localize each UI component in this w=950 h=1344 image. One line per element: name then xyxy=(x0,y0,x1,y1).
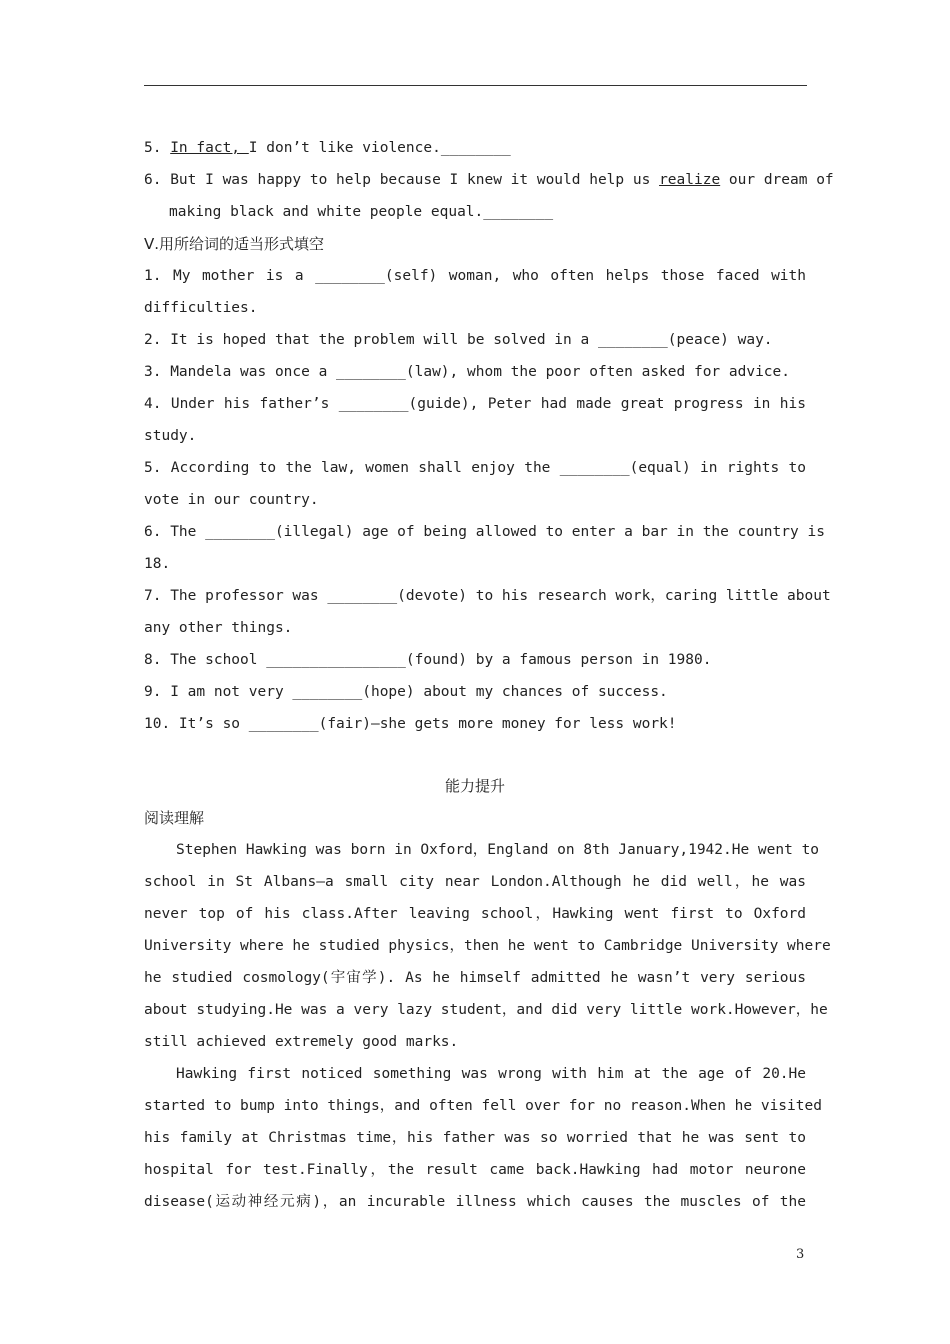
item-iv-6 xyxy=(144,164,834,196)
passage-line: he studied cosmology(宇宙学). As he himself admitted he wasn’t very serious xyxy=(144,970,806,986)
exercise-line: 8. The school ________________(found) by a famous person in 1980. xyxy=(144,652,712,668)
exercise-line: 7. The professor was ________(devote) to his research work，caring little about xyxy=(144,588,831,604)
page-number: 3 xyxy=(796,1247,805,1262)
header-rule xyxy=(144,85,807,86)
passage-line: about studying.He was a very lazy student，and did very little work.However，he xyxy=(144,1002,828,1018)
exercise-line: 9. I am not very ________(hope) about my chances of success. xyxy=(144,684,668,700)
underlined-phrase: In fact, xyxy=(170,140,249,156)
passage-line: disease(运动神经元病)，an incurable illness which causes the muscles of the xyxy=(144,1194,806,1210)
exercise-line: any other things. xyxy=(144,620,293,636)
passage-line: school in St Albans—a small city near London.Although he did well，he was xyxy=(144,874,806,890)
passage-line: Stephen Hawking was born in Oxford，England on 8th January,1942.He went to xyxy=(176,842,820,858)
exercise-line: 4. Under his father’s ________(guide), Peter had made great progress in his xyxy=(144,396,806,412)
passage-line: Hawking first noticed something was wrong with him at the age of 20.He xyxy=(176,1066,806,1082)
exercise-line: 3. Mandela was once a ________(law), whom the poor often asked for advice. xyxy=(144,364,791,380)
underlined-word: realize xyxy=(659,172,721,188)
passage-line: still achieved extremely good marks. xyxy=(144,1034,459,1050)
item-text: I don’t like violence.________ xyxy=(248,140,511,156)
passage-line: University where he studied physics，then he went to Cambridge University where xyxy=(144,938,831,954)
section-title-ability: 能力提升 xyxy=(444,777,505,795)
item-iv-6-continued: making black and white people equal.________ xyxy=(169,204,554,220)
exercise-line: 2. It is hoped that the problem will be solved in a ________(peace) way. xyxy=(144,332,773,348)
passage-line: never top of his class.After leaving school，Hawking went first to Oxford xyxy=(144,906,806,922)
passage-line: hospital for test.Finally，the result came back.Hawking had motor neurone xyxy=(144,1162,806,1178)
page-content xyxy=(144,132,834,1218)
exercise-line: difficulties. xyxy=(144,300,258,316)
item-number: 5. xyxy=(144,140,171,156)
item-text: our dream of xyxy=(720,172,834,188)
exercise-line: 1. My mother is a ________(self) woman, who often helps those faced with xyxy=(144,268,806,284)
exercise-line: 6. The ________(illegal) age of being allowed to enter a bar in the country is xyxy=(144,524,825,540)
exercise-line: 18. xyxy=(144,556,171,572)
section-v-title: Ⅴ.用所给词的适当形式填空 xyxy=(144,235,325,253)
exercise-line: study. xyxy=(144,428,197,444)
passage-line: his family at Christmas time，his father was so worried that he was sent to xyxy=(144,1130,806,1146)
reading-title: 阅读理解 xyxy=(144,809,205,827)
item-iv-5 xyxy=(144,132,806,164)
passage-line: started to bump into things，and often fell over for no reason.When he visited xyxy=(144,1098,822,1114)
item-text: 6. But I was happy to help because I knew it would help us xyxy=(144,172,660,188)
exercise-line: 5. According to the law, women shall enjoy the ________(equal) in rights to xyxy=(144,460,806,476)
exercise-line: 10. It’s so ________(fair)—she gets more money for less work! xyxy=(144,716,677,732)
exercise-line: vote in our country. xyxy=(144,492,319,508)
spacer xyxy=(144,740,806,770)
